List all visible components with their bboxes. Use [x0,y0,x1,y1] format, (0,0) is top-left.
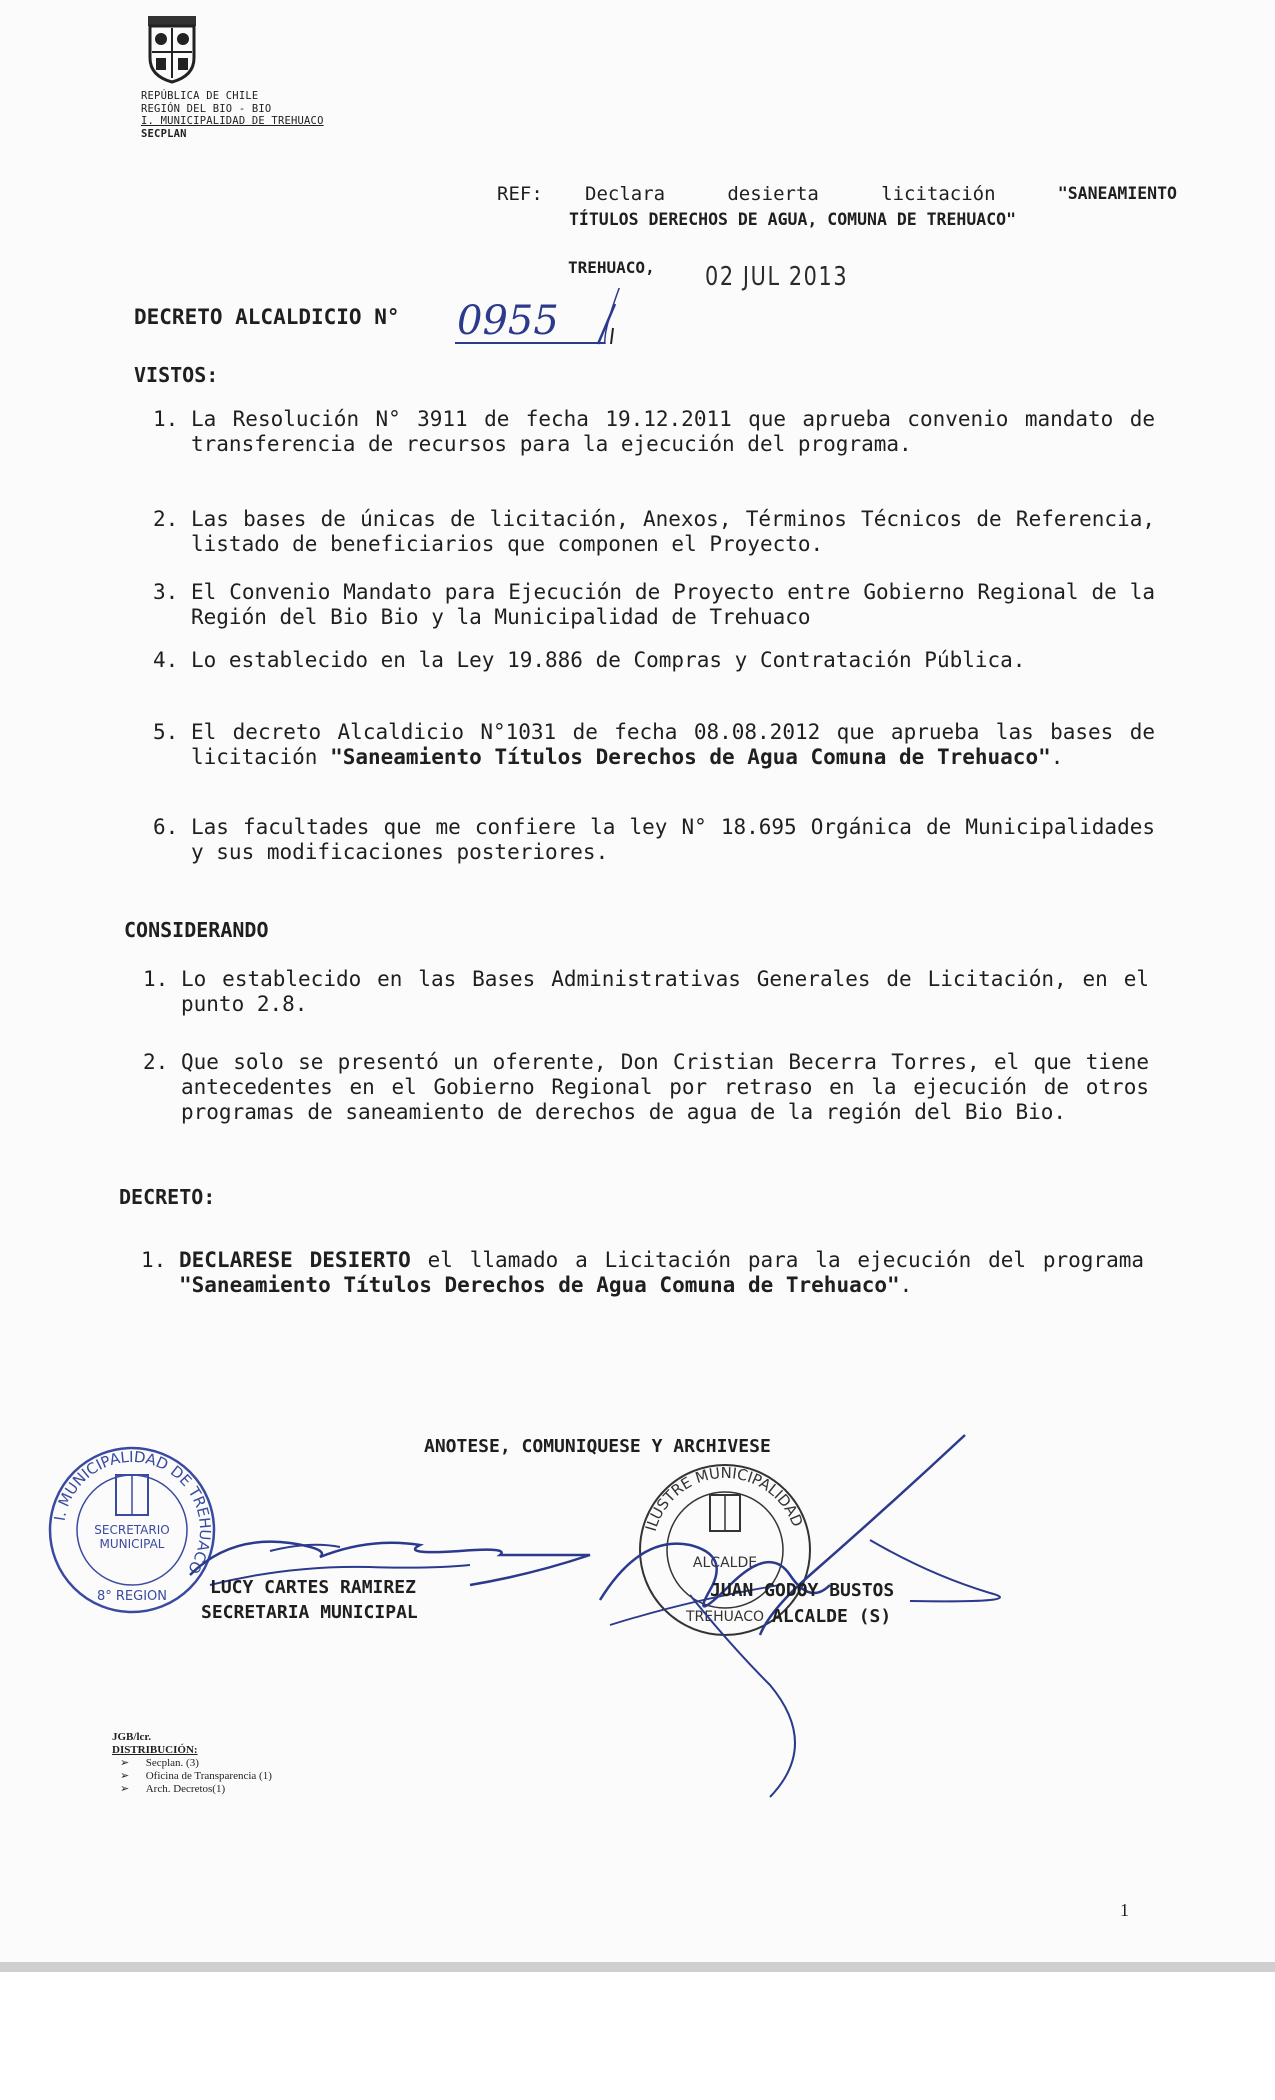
letterhead-municipality: I. MUNICIPALIDAD DE TREHUACO [141,115,324,127]
decree-title: DECRETO ALCALDICIO N° [134,305,400,329]
ref-label: REF: [497,183,543,205]
resolution-bold: DECLARESE DESIERTO [179,1248,411,1272]
stamp-center-text: MUNICIPAL [99,1537,165,1551]
item-title-bold: "Saneamiento Títulos Derechos de Agua Comuna de Trehuaco" [330,745,1051,769]
distribution-item-label: Arch. Decretos(1) [145,1783,226,1795]
considerando-item [143,967,1149,1022]
distribution-item-label: Oficina de Transparencia (1) [145,1770,272,1782]
letterhead-region: REGIÓN DEL BIO - BIO [141,102,272,115]
scan-edge [0,1962,1275,1972]
right-signatory-name: JUAN GODOY BUSTOS [710,1580,895,1601]
item-number: 3. [153,580,179,604]
vistos-item [153,648,1155,703]
item-text: Las bases de únicas de licitación, Anexos, Términos Técnicos de Referencia, listado de beneficiarios que componen el Proyecto. [191,507,1155,556]
distribution-item [120,1783,272,1796]
item-text [191,720,1155,770]
ref-word: "SANEAMIENTO [1057,184,1177,203]
item-text: Que solo se presentó un oferente, Don Cristian Becerra Torres, el que tiene antecedentes en el Gobierno Regional por retraso en la ejecución de otros programas de saneamiento de derechos de agua de la región del Bio Bio. [181,1050,1149,1124]
stamp-ring-text: I. MUNICIPALIDAD DE TREHUACO [50,1447,215,1577]
vistos-item [153,407,1155,487]
vistos-item [153,815,1155,870]
item-number: 1. [143,967,169,991]
item-number: 2. [143,1050,169,1074]
distribution-item-label: Secplan. (3) [145,1757,199,1769]
item-number: 6. [153,815,179,839]
arrow-bullet-icon: ➢ [120,1757,130,1769]
item-text-part: El decreto Alcaldicio N°1031 de fecha 08.08.2012 que aprueba las bases de licitación [191,720,1155,769]
distribution-title: DISTRIBUCIÓN: [112,1744,198,1756]
ref-word: licitación [881,183,996,205]
item-text: Lo establecido en la Ley 19.886 de Compras y Contratación Pública. [191,648,1026,672]
letterhead-department: SECPLAN [141,127,187,140]
item-text: La Resolución N° 3911 de fecha 19.12.2011 que aprueba convenio mandato de transferencia de recursos para la ejecución del programa. [191,407,1155,456]
ref-line-2: TÍTULOS DERECHOS DE AGUA, COMUNA DE TREHUACO" [569,210,1017,229]
place: TREHUACO, [568,258,655,277]
letterhead [141,90,324,140]
item-text-part: . [1050,745,1064,769]
municipal-crest-icon [140,14,204,84]
stamp-bottom-text: TREHUACO [685,1609,765,1625]
arrow-bullet-icon: ➢ [120,1770,130,1782]
distribution-item [120,1757,272,1770]
right-signatory-title: ALCALDE (S) [772,1606,892,1627]
ref-word: Declara [585,183,666,205]
vistos-item [153,580,1155,635]
closing-formula: ANOTESE, COMUNIQUESE Y ARCHIVESE [424,1436,771,1457]
stamp-center-text: SECRETARIO [94,1523,170,1537]
left-signatory-name: LUCY CARTES RAMIREZ [210,1577,416,1598]
item-number: 4. [153,648,179,672]
stamp-center-text: ALCALDE [692,1555,758,1571]
stamp-ring-text: ILUSTRE MUNICIPALIDAD [641,1463,807,1534]
decree-number: 0955 [457,298,559,344]
decreto-item [141,1248,1144,1328]
considerando-title: CONSIDERANDO [124,918,269,942]
arrow-bullet-icon: ➢ [120,1783,130,1795]
item-text: Las facultades que me confiere la ley N° 18.695 Orgánica de Municipalidades y sus modificaciones posteriores. [191,815,1155,864]
item-number: 1. [141,1248,167,1272]
item-number: 1. [153,407,179,431]
distribution-block [112,1731,272,1796]
item-text [179,1248,1144,1298]
considerando-item [143,1050,1149,1160]
vistos-item [153,507,1155,562]
ref-word: desierta [727,183,819,205]
decreto-title: DECRETO: [119,1185,216,1209]
initials: JGB/lcr. [112,1731,152,1743]
item-number: 5. [153,720,179,744]
letterhead-country: REPÚBLICA DE CHILE [141,90,259,102]
vistos-item [153,720,1155,800]
item-text-part: el llamado a Licitación para la ejecución del programa [410,1248,1144,1272]
item-number: 2. [153,507,179,531]
date-stamp: 02 JUL 2013 [705,262,849,292]
page-number: 1 [1120,1900,1129,1920]
ref-line-1 [585,182,1177,206]
vistos-title: VISTOS: [134,363,219,387]
item-text: Lo establecido en las Bases Administrativas Generales de Licitación, en el punto 2.8. [181,967,1149,1016]
item-text-part: . [899,1273,913,1297]
item-title-bold: "Saneamiento Títulos Derechos de Agua Comuna de Trehuaco" [179,1273,900,1297]
distribution-item [120,1770,272,1783]
left-signatory-title: SECRETARIA MUNICIPAL [201,1602,418,1623]
handwritten-decree-number [455,288,630,358]
stamp-bottom-text: 8° REGION [96,1589,168,1604]
item-text: El Convenio Mandato para Ejecución de Proyecto entre Gobierno Regional de la Región del Bio Bio y la Municipalidad de Trehuaco [191,580,1155,629]
